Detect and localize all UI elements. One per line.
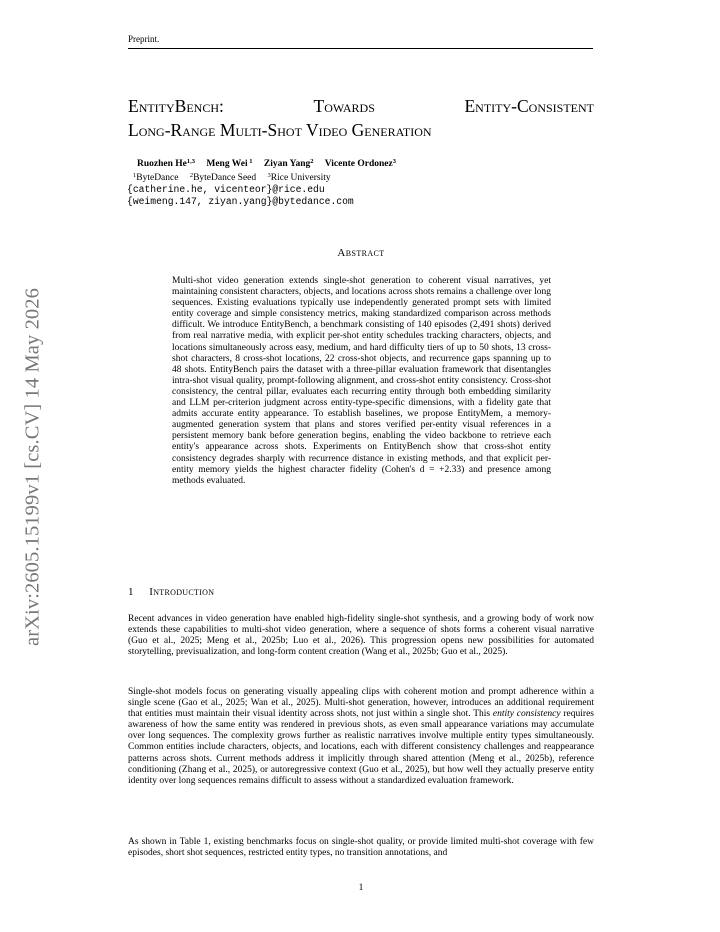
title-line-2 <box>128 118 594 142</box>
section-heading <box>128 586 214 598</box>
intro-paragraph: Recent advances in video generation have enabled high-fidelity single-shot synthesis, and a growing body of work now extends these capabilities to multi-shot video generation, where a sequence of shots forms a coherent visual narrative (Guo et al., 2025; Meng et al., 2025b; Luo et al., 2026). This progression opens new possibilities for automated storytelling, previsualization, and long-form content creation (Wang et al., 2025b; Guo et al., 2025). <box>128 614 594 658</box>
email-line: {catherine.he, vicenteor}@rice.edu <box>127 184 325 195</box>
email-line: {weimeng.147, ziyan.yang}@bytedance.com <box>127 196 354 207</box>
section-number: 1 <box>128 586 134 598</box>
author: Meng Wei $^1$ <box>206 158 253 169</box>
page-number: 1 <box>358 883 364 893</box>
intro-paragraph: Single-shot models focus on generating visually appealing clips with coherent motion and prompt adherence within a single scene (Gao et al., 2025; Wan et al., 2025). Multi-shot generation, however, introduces an additional requirement that entities must maintain their visual identity across shots, not just within a single shot. This entity consistency requires awareness of how the same entity was rendered in previous shots, as even small appearance variations may accumulate over long sequences. The complexity grows further as realistic narratives involve multiple entity types simultaneously. Common entities include characters, objects, and locations, each with different consistency challenges and reappearance patterns across shots. Current methods address it implicitly through shared attention (Meng et al., 2025b), reference conditioning (Zhang et al., 2025), or autoregressive context (Guo et al., 2025), but how well they actually preserve entity identity over long sequences remains difficult to assess without a standardized evaluation framework. <box>128 687 594 786</box>
section-title: Introduction <box>149 586 215 598</box>
title-word: EntityBench: <box>128 96 224 116</box>
affiliation: $^3$Rice University <box>267 172 331 183</box>
intro-paragraph: As shown in Table 1, existing benchmarks focus on single-shot quality, or provide limited multi-shot coverage with few episodes, short shot sequences, restricted entity types, no transition annotations, and <box>128 837 594 859</box>
header-rule <box>128 48 593 49</box>
abstract-heading: Abstract <box>337 247 385 259</box>
affiliation-list <box>133 172 340 184</box>
author: Ziyan Yang$^2$ <box>263 158 314 169</box>
title-word: Entity-Consistent <box>464 96 594 116</box>
header-text: Preprint. <box>128 34 160 44</box>
affiliation: $^2$ByteDance Seed <box>189 172 257 183</box>
arxiv-sidebar <box>14 256 52 678</box>
emphasis-term: entity consistency <box>492 709 561 720</box>
author-list <box>137 158 405 170</box>
author: Ruozhen He$^{1,3}$ <box>137 158 195 169</box>
abstract-body: Multi-shot video generation extends single-shot generation to coherent visual narratives, yet maintaining consistent characters, objects, and locations across shots remains a challenge over long sequences. Existing evaluations typically use independently generated prompt sets with limited entity coverage and simple consistency metrics, making standardized comparison across methods difficult. We introduce EntityBench, a benchmark consisting of 140 episodes (2,491 shots) derived from real narrative media, with explicit per-shot entity schedules tracking characters, objects, and locations simultaneously across easy, medium, and hard difficulty tiers of up to 50 shots, 13 cross-shot characters, 8 cross-shot locations, 22 cross-shot objects, and recurrence gaps spanning up to 48 shots. EntityBench pairs the dataset with a three-pillar evaluation framework that disentangles intra-shot visual quality, prompt-following alignment, and cross-shot entity consistency. Cross-shot consistency, the central pillar, evaluates each recurring entity through both embedding similarity and LLM per-criterion judgment across entity-type-specific dimensions, with a fidelity gate that admits accurate entity appearance. To establish baselines, we propose EntityMem, a memory-augmented generation system that plans and stores verified per-entity visual references in a persistent memory bank before generation begins, enabling the video backbone to retrieve each entity's appearance across shots. Experiments on EntityBench show that cross-shot entity consistency degrades sharply with recurrence distance in existing methods, and that explicit per-entity memory yields the highest character fidelity (Cohen's d = +2.33) and presence among methods evaluated. <box>172 276 551 486</box>
paper-title <box>128 94 594 142</box>
title-line-2-text: Long-Range Multi-Shot Video Generation <box>128 120 432 140</box>
author: Vicente Ordonez$^3$ <box>324 158 396 169</box>
affiliation: $^1$ByteDance <box>133 172 179 183</box>
running-header <box>128 34 593 49</box>
title-line-1 <box>128 94 594 118</box>
title-word: Towards <box>313 96 375 116</box>
arxiv-id-stamp: arXiv:2605.15199v1 [cs.CV] 14 May 2026 <box>21 288 44 646</box>
